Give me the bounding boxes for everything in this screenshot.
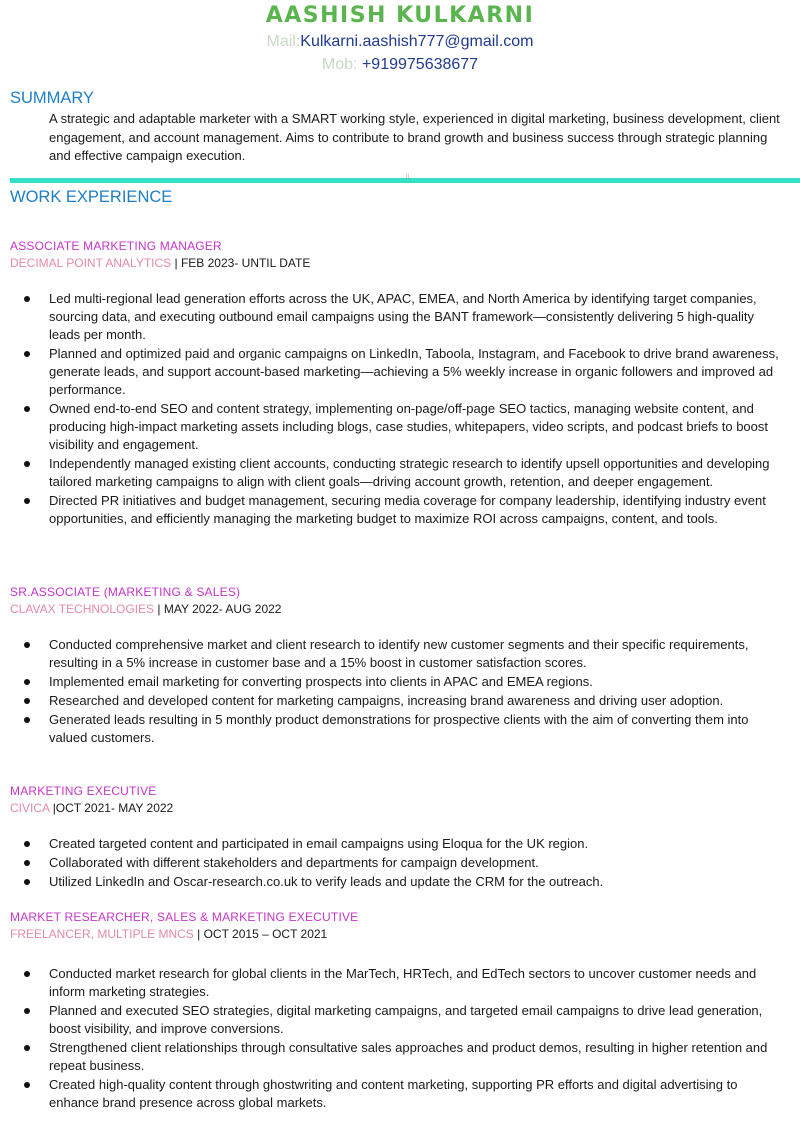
- list-item: Created targeted content and participated in email campaigns using Eloqua for the UK region.: [0, 835, 780, 853]
- list-item: Led multi-regional lead generation efforts across the UK, APAC, EMEA, and North America by identifying target companies, sourcing data, and executing outbound email campaigns using the BANT framework—consistently delivering 5 high-quality leads per month.: [0, 290, 780, 344]
- job-bullets: [0, 965, 780, 1113]
- job-company: DECIMAL POINT ANALYTICS: [10, 256, 172, 270]
- bullet-icon: [24, 406, 30, 412]
- mobile-line: [0, 56, 800, 74]
- bullet-icon: [24, 860, 30, 866]
- job-dates: |OCT 2021- MAY 2022: [49, 801, 174, 815]
- bullet-icon: [24, 461, 30, 467]
- bullet-icon: [24, 841, 30, 847]
- list-item: Collaborated with different stakeholders and departments for campaign development.: [0, 854, 780, 872]
- bullet-icon: [24, 717, 30, 723]
- list-item: Independently managed existing client accounts, conducting strategic research to identify upsell opportunities and developing tailored marketing campaigns to align with client goals—driving account growth, retention, and deeper engagement.: [0, 455, 780, 491]
- job-role: MARKETING EXECUTIVE: [10, 784, 157, 798]
- list-item: Directed PR initiatives and budget management, securing media coverage for company leadership, identifying industry event opportunities, and efficiently managing the marketing budget to maximize ROI across campaigns, content, and tools.: [0, 492, 780, 528]
- list-item: Owned end-to-end SEO and content strategy, implementing on-page/off-page SEO tactics, managing website content, and producing high-impact marketing assets including blogs, case studies, whitepapers, video scripts, and podcast briefs to boost visibility and engagement.: [0, 400, 780, 454]
- bullet-icon: [24, 1008, 30, 1014]
- bullet-icon: [24, 351, 30, 357]
- list-item: Created high-quality content through ghostwriting and content marketing, supporting PR efforts and digital advertising to enhance brand presence across global markets.: [0, 1076, 780, 1112]
- job-company: FREELANCER, MULTIPLE MNCS: [10, 927, 194, 941]
- section-divider: [10, 178, 800, 183]
- job-company: CIVICA: [10, 801, 50, 815]
- job-entry: [10, 239, 790, 270]
- job-company: CLAVAX TECHNOLOGIES: [10, 602, 155, 616]
- list-item: Strengthened client relationships through consultative sales approaches and product demos, resulting in higher retention and repeat business.: [0, 1039, 780, 1075]
- summary-text: A strategic and adaptable marketer with a SMART working style, experienced in digital marketing, business development, client engagement, and account management. Aims to contribute to brand growth and business success through strategic planning and effective campaign execution.: [49, 111, 780, 163]
- job-dates: | MAY 2022- AUG 2022: [154, 602, 282, 616]
- job-role: MARKET RESEARCHER, SALES & MARKETING EXECUTIVE: [10, 910, 359, 924]
- candidate-name: AASHISH KULKARNI: [265, 3, 535, 28]
- email-address: Kulkarni.aashish777@gmail.com: [300, 33, 534, 50]
- email-label: Mail:: [266, 33, 301, 50]
- bullet-icon: [24, 879, 30, 885]
- bullet-icon: [24, 1045, 30, 1051]
- divider-mark: ||: [406, 174, 410, 180]
- job-company-line: [10, 256, 790, 270]
- list-item: Conducted comprehensive market and client research to identify new customer segments and their specific requirements, resulting in a 5% increase in customer base and a 15% boost in customer satisfaction scores.: [0, 636, 780, 672]
- list-item: Conducted market research for global clients in the MarTech, HRTech, and EdTech sectors to uncover customer needs and inform marketing strategies.: [0, 965, 780, 1001]
- job-company-line: [10, 801, 790, 815]
- mobile-number: +919975638677: [361, 56, 479, 73]
- job-company-line: [10, 927, 790, 941]
- job-dates: | FEB 2023- UNTIL DATE: [174, 256, 311, 270]
- job-entry: [10, 910, 790, 941]
- work-experience-heading: WORK EXPERIENCE: [10, 188, 173, 206]
- mobile-label: Mob:: [321, 56, 358, 73]
- job-bullets: [0, 290, 780, 529]
- list-item: Researched and developed content for marketing campaigns, increasing brand awareness and driving user adoption.: [0, 692, 780, 710]
- job-company-line: [10, 602, 790, 616]
- list-item: Planned and optimized paid and organic campaigns on LinkedIn, Taboola, Instagram, and Facebook to drive brand awareness, generate leads, and support account-based marketing—achieving a 5% weekly increase in organic followers and improved ad performance.: [0, 345, 780, 399]
- job-bullets: [0, 835, 780, 892]
- job-entry: [10, 784, 790, 815]
- bullet-icon: [24, 498, 30, 504]
- job-bullets: [0, 636, 780, 748]
- list-item: Utilized LinkedIn and Oscar-research.co.uk to verify leads and update the CRM for the outreach.: [0, 873, 780, 891]
- job-role: SR.ASSOCIATE (MARKETING & SALES): [10, 585, 241, 599]
- email-line: [0, 33, 800, 51]
- list-item: Generated leads resulting in 5 monthly product demonstrations for prospective clients with the aim of converting them into valued customers.: [0, 711, 780, 747]
- bullet-icon: [24, 971, 30, 977]
- summary-heading: SUMMARY: [10, 89, 95, 107]
- bullet-icon: [24, 698, 30, 704]
- list-item: Planned and executed SEO strategies, digital marketing campaigns, and targeted email campaigns to drive lead generation, boost visibility, and improve conversions.: [0, 1002, 780, 1038]
- bullet-icon: [24, 1082, 30, 1088]
- bullet-icon: [24, 642, 30, 648]
- job-entry: [10, 585, 790, 616]
- list-item: Implemented email marketing for converting prospects into clients in APAC and EMEA regions.: [0, 673, 780, 691]
- job-role: ASSOCIATE MARKETING MANAGER: [10, 239, 222, 253]
- bullet-icon: [24, 679, 30, 685]
- job-dates: | OCT 2015 – OCT 2021: [193, 927, 328, 941]
- bullet-icon: [24, 296, 30, 302]
